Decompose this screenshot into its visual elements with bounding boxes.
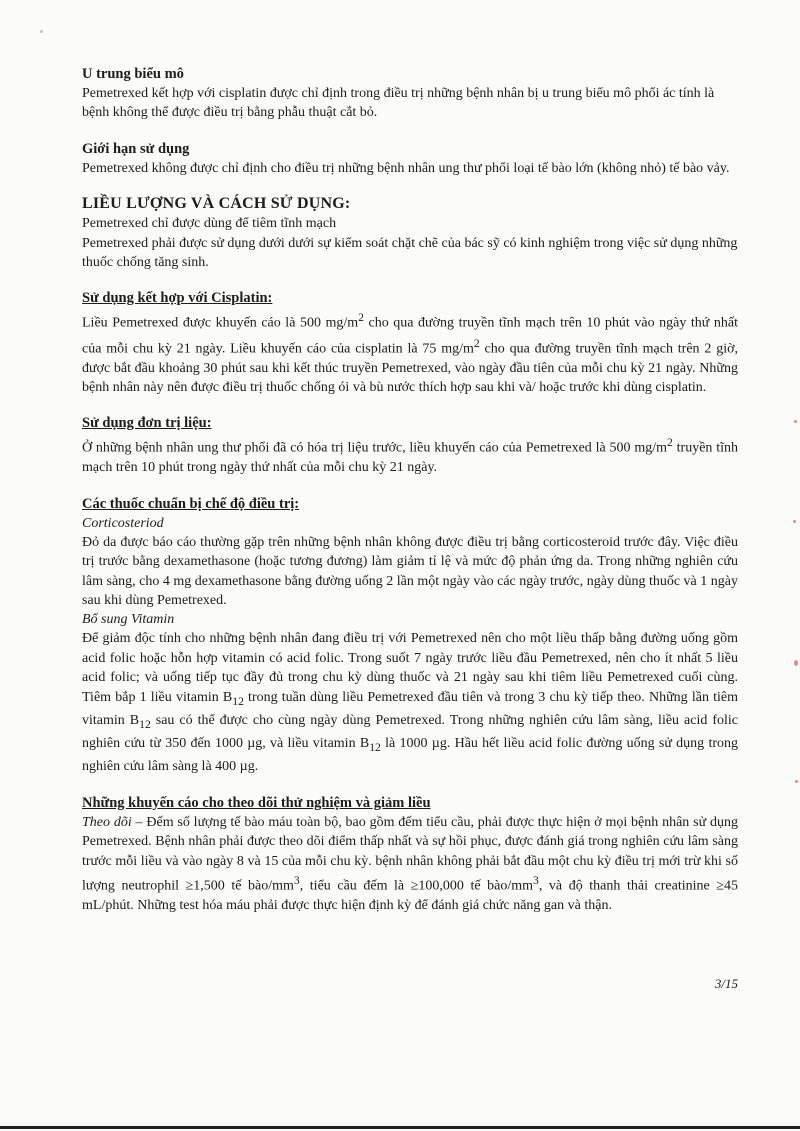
section-body: Pemetrexed không được chỉ định cho điều trị những bệnh nhân ung thư phổi loại tế bào lớn (không nhỏ) tế bào vảy.	[82, 160, 730, 176]
section-title: Những khuyến cáo cho theo dõi thử nghiệm và giảm liều	[82, 794, 431, 811]
scan-edge-line	[0, 1126, 800, 1129]
section-gioi-han	[82, 139, 738, 178]
section-lieu-luong	[82, 194, 738, 272]
section-body: Pemetrexed kết hợp với cisplatin được chỉ định trong điều trị những bệnh nhân bị u trung biểu mô phổi ác tính là bệnh không thể được điều trị bằng phẫu thuật cắt bỏ.	[82, 86, 715, 121]
subsection-body: Đỏ da được báo cáo thường gặp trên những bệnh nhân không được điều trị bằng corticosteroid trước đây. Việc điều trị trước bằng dexamethasone (hoặc tương đương) làm giảm tỉ lệ và mức độ phản ứng da. Trong những nghiên cứu lâm sàng, cho 4 mg dexamethasone bằng đường uống 2 lần một ngày vào các ngày trước, ngày dùng thuốc và 1 ngày sau khi dùng Pemetrexed.	[82, 534, 738, 609]
subsection-title: Bổ sung Vitamin	[82, 612, 175, 628]
subsection-title: Corticosteriod	[82, 515, 164, 531]
section-theo-doi	[82, 793, 738, 916]
section-title: Sử dụng đơn trị liệu:	[82, 415, 212, 432]
section-title: Sử dụng kết hợp với Cisplatin:	[82, 290, 273, 307]
section-line: Pemetrexed phải được sử dụng dưới dưới sự kiểm soát chặt chẽ của bác sỹ có kinh nghiệm trong việc sử dụng những thuốc chống tăng sinh.	[82, 235, 738, 271]
section-title: U trung biểu mô	[82, 66, 184, 82]
section-title: Giới hạn sử dụng	[82, 140, 190, 157]
section-body: Theo dõi – Đếm số lượng tế bào máu toàn bộ, bao gồm đếm tiểu cầu, phải được thực hiện ở mọi bệnh nhân sử dụng Pemetrexed. Bệnh nhân phải được theo dõi điểm thấp nhất và sự hồi phục, được đánh giá trong nghiên cứu lâm sàng trước mỗi liều và vào ngày 8 và 15 của mỗi chu kỳ. bệnh nhân không phải bắt đầu một chu kỳ điều trị mới trừ khi số lượng neutrophil ≥1,500 tế bào/$mm^3$, tiểu cầu đếm là ≥100,000 tế bào/$mm^3$, và độ thanh thải creatinine ≥45 mL/phút. Những test hóa máu phải được thực hiện định kỳ để đánh giá chức năng gan và thận.	[82, 814, 738, 913]
section-title: LIỀU LƯỢNG VÀ CÁCH SỬ DỤNG:	[82, 195, 351, 213]
document-page	[82, 64, 738, 931]
section-don-tri-lieu	[82, 413, 738, 477]
section-chuan-bi	[82, 494, 738, 777]
section-title: Các thuốc chuẩn bị chế độ điều trị:	[82, 495, 300, 512]
section-ket-hop-cisplatin	[82, 288, 738, 397]
section-body: Liều Pemetrexed được khuyến cáo là 500 $mg/m^2$ cho qua đường truyền tĩnh mạch trên 10 phút vào ngày thứ nhất của mỗi chu kỳ 21 ngày. Liều khuyến cáo của cisplatin là 75 $mg/m^2$ cho qua đường truyền tĩnh mạch trên 2 giờ, được bắt đầu khoảng 30 phút sau khi kết thúc truyền Pemetrexed, vào ngày đầu tiên của mỗi chu kỳ 21 ngày. Những bệnh nhân này nên được điều trị thuốc chống ói và bù nước thích hợp sau khi và/ hoặc trước khi dùng cisplatin.	[82, 311, 739, 395]
section-u-trung-bieu-mo	[82, 64, 738, 123]
subsection-body: Để giảm độc tính cho những bệnh nhân đang điều trị với Pemetrexed nên cho một liều thấp bằng đường uống gồm acid folic hoặc hỗn hợp vitamin có acid folic. Trong suốt 7 ngày trước liều đầu Pemetrexed, nên cho ít nhất 5 liều acid folic; và uống tiếp tục đầy đủ trong chu kỳ dùng thuốc và 21 ngày sau khi tiêm liều Pemetrexed cuối cùng. Tiêm bắp 1 liều vitamin $B_{12}$ trong tuần dùng liều Pemetrexed đầu tiên và trong 3 chu kỳ tiếp theo. Những lần tiêm vitamin $B_{12}$ sau có thể được cho cùng ngày dùng Pemetrexed. Trong những nghiên cứu lâm sàng, liều acid folic nghiên cứu từ 350 đến 1000 µg, và liều vitamin $B_{12}$ là 1000 µg. Hầu hết liều acid folic đường uống sử dụng trong nghiên cứu lâm sàng là 400 µg.	[82, 631, 738, 775]
section-body: Ở những bệnh nhân ung thư phổi đã có hóa trị liệu trước, liều khuyến cáo của Pemetrexed là 500 $mg/m^2$ truyền tĩnh mạch trên 10 phút trong ngày thứ nhất của mỗi chu kỳ 21 ngày.	[82, 436, 738, 476]
page-number: 3/15	[714, 976, 738, 991]
section-line: Pemetrexed chỉ được dùng để tiêm tĩnh mạch	[82, 216, 337, 232]
